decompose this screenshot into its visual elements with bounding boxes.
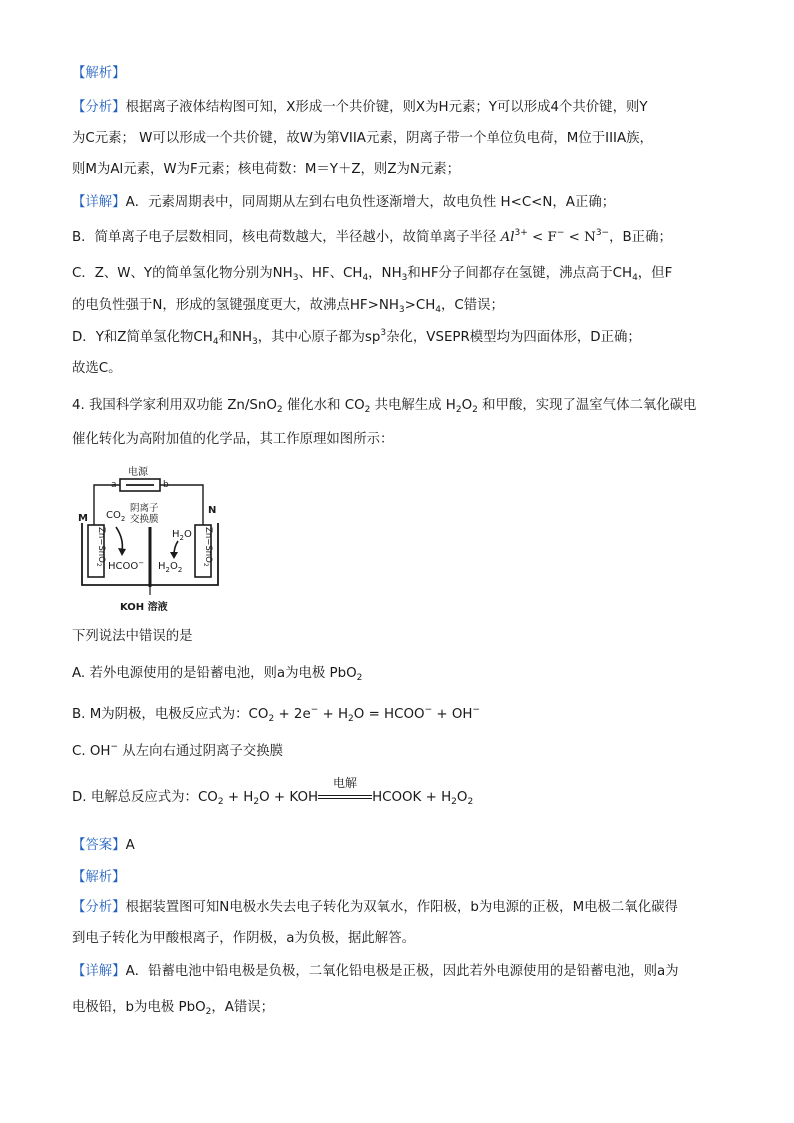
analysis-tag: 【分析】 [72,100,126,115]
q4-option-c: C. OH− 从左向右通过阴离子交换膜 [72,742,283,759]
hcoo-label: HCOO− [108,559,145,572]
h2o2-label: $H_2O_2$ [158,561,183,574]
electrode-m-label: M [78,513,88,524]
answer-value: A [125,838,135,853]
detail-tag: 【详解】 [72,195,126,210]
answer-analysis-line-1: 【分析】根据装置图可知N电极水失去电子转化为双氧水，作阳极，b为电源的正极，M电极二氧化碳得 [72,900,678,915]
answer-tag: 【答案】 [72,838,126,853]
detail-line-a: 【详解】A．元素周期表中，同周期从左到右电负性逐渐增大，故电负性 H<C<N，A正确； [72,195,616,210]
electrode-m-material: Zn−SnO$_2$ [95,527,106,567]
arrow-co2-to-hcoo [116,527,122,551]
q4-option-b: B. M为阴极，电极反应式为：$CO_2 + 2e^- + H_2O$ = HCOO− + OH− [72,705,480,724]
q4-prompt: 下列说法中错误的是 [72,629,193,644]
electrode-n-material: Zn−SnO$_2$ [202,527,213,567]
h2o-label: $H_2O$ [172,529,192,542]
wire-right [160,485,203,525]
co2-label: $CO_2$ [106,510,126,523]
membrane-label-2: 交换膜 [130,514,159,525]
q4-stem-line-1: 4. 我国科学家利用双功能 Zn/SnO$_2$ 催化水和 $CO_2$ 共电解生成 $H_2O_2$ 和甲酸，实现了温室气体二氧化碳电 [72,398,697,415]
answer-detail-line-1: 【详解】A．铅蓄电池中铅电极是负极，二氧化铅电极是正极，因此若外电源使用的是铅蓄电池，则a为 [72,964,679,979]
membrane-label-1: 阴离子 [130,503,159,514]
detail-line-b: B．简单离子电子层数相同，核电荷数越大，半径越小，故简单离子半径 $Al^{3+} < F^- < N^{3-}$，B正确； [72,228,672,245]
q4-option-d: D. 电解总反应式为：$CO_2 + H_2O$ + KOH 电解 HCOOK + $H_2O_2$ [72,776,474,807]
analysis-line-1: 【分析】根据离子液体结构图可知，X形成一个共价键，则X为H元素；Y可以形成4个共价键，则Y [72,100,648,115]
detail-line-c2: 的电负性强于N，形成的氢键强度更大，故沸点$HF>NH_3>CH_4$，C错误； [72,298,504,315]
answer-analysis-line-2: 到电子转化为甲酸根离子，作阴极，a为负极，据此解答。 [72,931,415,946]
analysis-line-2: 为C元素； W可以形成一个共价键，故W为第VIIA元素，阴离子带一个单位负电荷，M位于IIIA族， [72,131,653,146]
detail-line-d: D．Y和Z简单氢化物$CH_4$和$NH_3$，其中心原子都为$sp^3$杂化，VSEPR模型均为四面体形，D正确； [72,328,641,347]
answer-line [72,836,135,856]
choose-line: 故选C。 [72,361,122,376]
electrolysis-cell-diagram [78,463,228,615]
terminal-a-label: a [111,480,117,490]
analysis-line-3: 则M为Al元素，W为F元素；核电荷数：M＝Y＋Z，则Z为N元素； [72,162,461,177]
arrow-h2o-head [170,552,178,559]
answer-detail-line-2: 电极铅，b为电极 PbO$_2$，A错误； [72,1000,275,1017]
arrow-co2-head [118,548,126,556]
jiexi-heading: 【解析】 [72,66,126,81]
terminal-b-label: b [163,480,169,490]
koh-solution-label: KOH 溶液 [120,602,168,613]
power-source-label: 电源 [128,467,148,478]
detail-line-c1: C．Z、W、Y的简单氢化物分别为$NH_3$、HF、$CH_4$，$NH_3$和HF分子间都存在氢键，沸点高于$CH_4$，但F [72,266,673,283]
answer-jiexi-heading: 【解析】 [72,870,126,885]
electrode-n-label: N [208,505,217,516]
electrolysis-condition-sign: 电解 [318,788,372,808]
q4-option-a: A. 若外电源使用的是铅蓄电池，则a为电极 PbO$_2$ [72,666,363,683]
q4-stem-line-2: 催化转化为高附加值的化学品，其工作原理如图所示： [72,432,394,447]
